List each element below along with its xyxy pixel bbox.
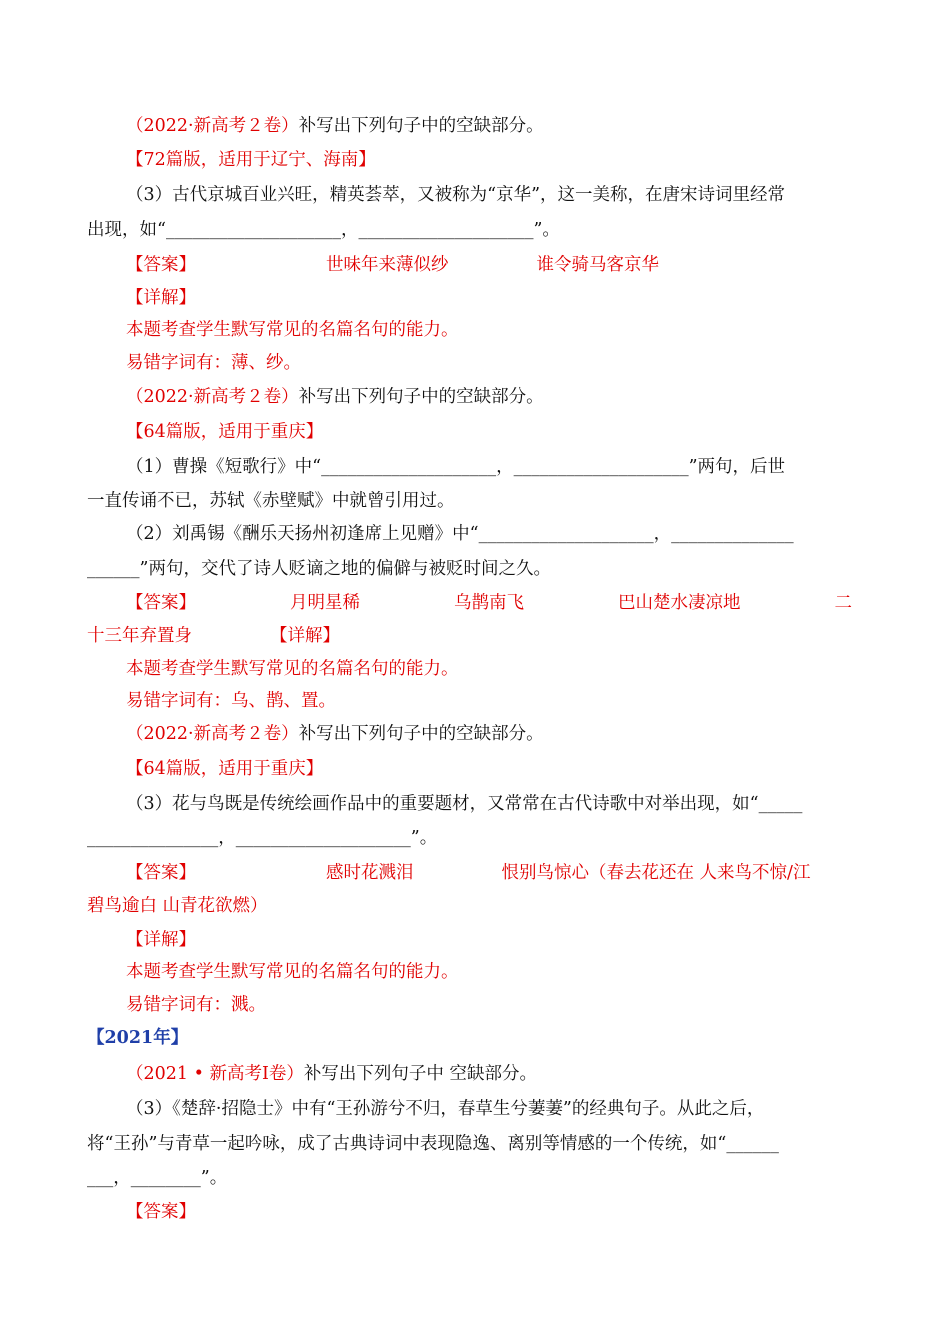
detail-label: 【详解】 <box>126 930 196 950</box>
question-text: （3）古代京城百业兴旺，精英荟萃，又被称为“京华”，这一美称，在唐宋诗词里经常 <box>126 185 786 205</box>
answer-label: 【答案】 <box>126 255 196 275</box>
question-text-cont: _______________，____________________”。 <box>87 828 438 848</box>
question-source-line <box>126 114 544 138</box>
error-words: 易错字词有：乌、鹊、置。 <box>126 691 336 711</box>
detail-text: 本题考查学生默写常见的名篇名句的能力。 <box>126 659 459 679</box>
answer-item-cont: 十三年弃置身 <box>87 626 192 646</box>
answer-label: 【答案】 <box>126 863 196 883</box>
answer-line <box>126 253 659 277</box>
answer-item: 月明星稀 <box>290 593 360 613</box>
answer-line <box>126 861 810 885</box>
question-text-cont: 出现，如“____________________，____________________”。 <box>87 220 560 240</box>
answer-item: 巴山楚水凄凉地 <box>618 593 741 613</box>
version-tag: 【64篇版，适用于重庆】 <box>126 759 324 779</box>
question-instruction: 补写出下列句子中的空缺部分。 <box>298 724 544 744</box>
answer-label: 【答案】 <box>126 1202 196 1222</box>
version-tag: 【64篇版，适用于重庆】 <box>126 422 324 442</box>
answer-item: 世味年来薄似纱 <box>326 255 449 275</box>
question-source: （2022·新高考２卷） <box>126 724 299 744</box>
error-words: 易错字词有：薄、纱。 <box>126 353 301 373</box>
question-source: （2022·新高考２卷） <box>126 387 299 407</box>
question-instruction: 补写出下列句子中的空缺部分。 <box>298 116 544 136</box>
question-text-cont: 将“王孙”与青草一起吟咏，成了古典诗词中表现隐逸、离别等情感的一个传统，如“______ <box>87 1134 779 1154</box>
question-text-cont: ___，________”。 <box>87 1168 228 1188</box>
question-source-line <box>126 385 544 409</box>
answer-label: 【答案】 <box>126 593 196 613</box>
question-text: （2）刘禹锡《酬乐天扬州初逢席上见赠》中“____________________，______________ <box>126 524 794 544</box>
question-text: （3）《楚辞·招隐士》中有“王孙游兮不归，春草生兮萋萋”的经典句子。从此之后， <box>126 1099 765 1119</box>
answer-item-cont: 碧鸟逾白 山青花欲燃） <box>87 896 268 916</box>
year-heading: 【2021年】 <box>87 1028 189 1048</box>
answer-item: 二 <box>834 593 852 613</box>
error-words: 易错字词有：溅。 <box>126 995 266 1015</box>
question-source-line <box>126 722 544 746</box>
question-source-line <box>126 1062 537 1086</box>
detail-text: 本题考查学生默写常见的名篇名句的能力。 <box>126 320 459 340</box>
answer-cont-line <box>87 624 340 648</box>
answer-item: 谁令骑马客京华 <box>536 255 659 275</box>
detail-text: 本题考查学生默写常见的名篇名句的能力。 <box>126 962 459 982</box>
question-text-cont: ______”两句，交代了诗人贬谪之地的偏僻与被贬时间之久。 <box>87 559 551 579</box>
answer-item: 感时花溅泪 <box>326 863 414 883</box>
question-instruction: 补写出下列句子中的空缺部分。 <box>298 387 544 407</box>
answer-item: 恨别鸟惊心（春去花还在 人来鸟不惊/江 <box>501 863 811 883</box>
detail-label: 【详解】 <box>270 626 340 646</box>
answer-item: 乌鹊南飞 <box>454 593 524 613</box>
question-text-cont: 一直传诵不已，苏轼《赤壁赋》中就曾引用过。 <box>87 491 455 511</box>
question-source: （2021 • 新高考Ⅰ卷） <box>126 1064 304 1084</box>
version-tag: 【72篇版，适用于辽宁、海南】 <box>126 150 376 170</box>
question-source: （2022·新高考２卷） <box>126 116 299 136</box>
detail-label: 【详解】 <box>126 288 196 308</box>
question-text: （3）花与鸟既是传统绘画作品中的重要题材，又常常在古代诗歌中对举出现，如“_____ <box>126 794 803 814</box>
answer-line <box>126 591 852 615</box>
question-text: （1）曹操《短歌行》中“____________________，____________________”两句，后世 <box>126 457 786 477</box>
question-instruction: 补写出下列句子中 空缺部分。 <box>303 1064 537 1084</box>
